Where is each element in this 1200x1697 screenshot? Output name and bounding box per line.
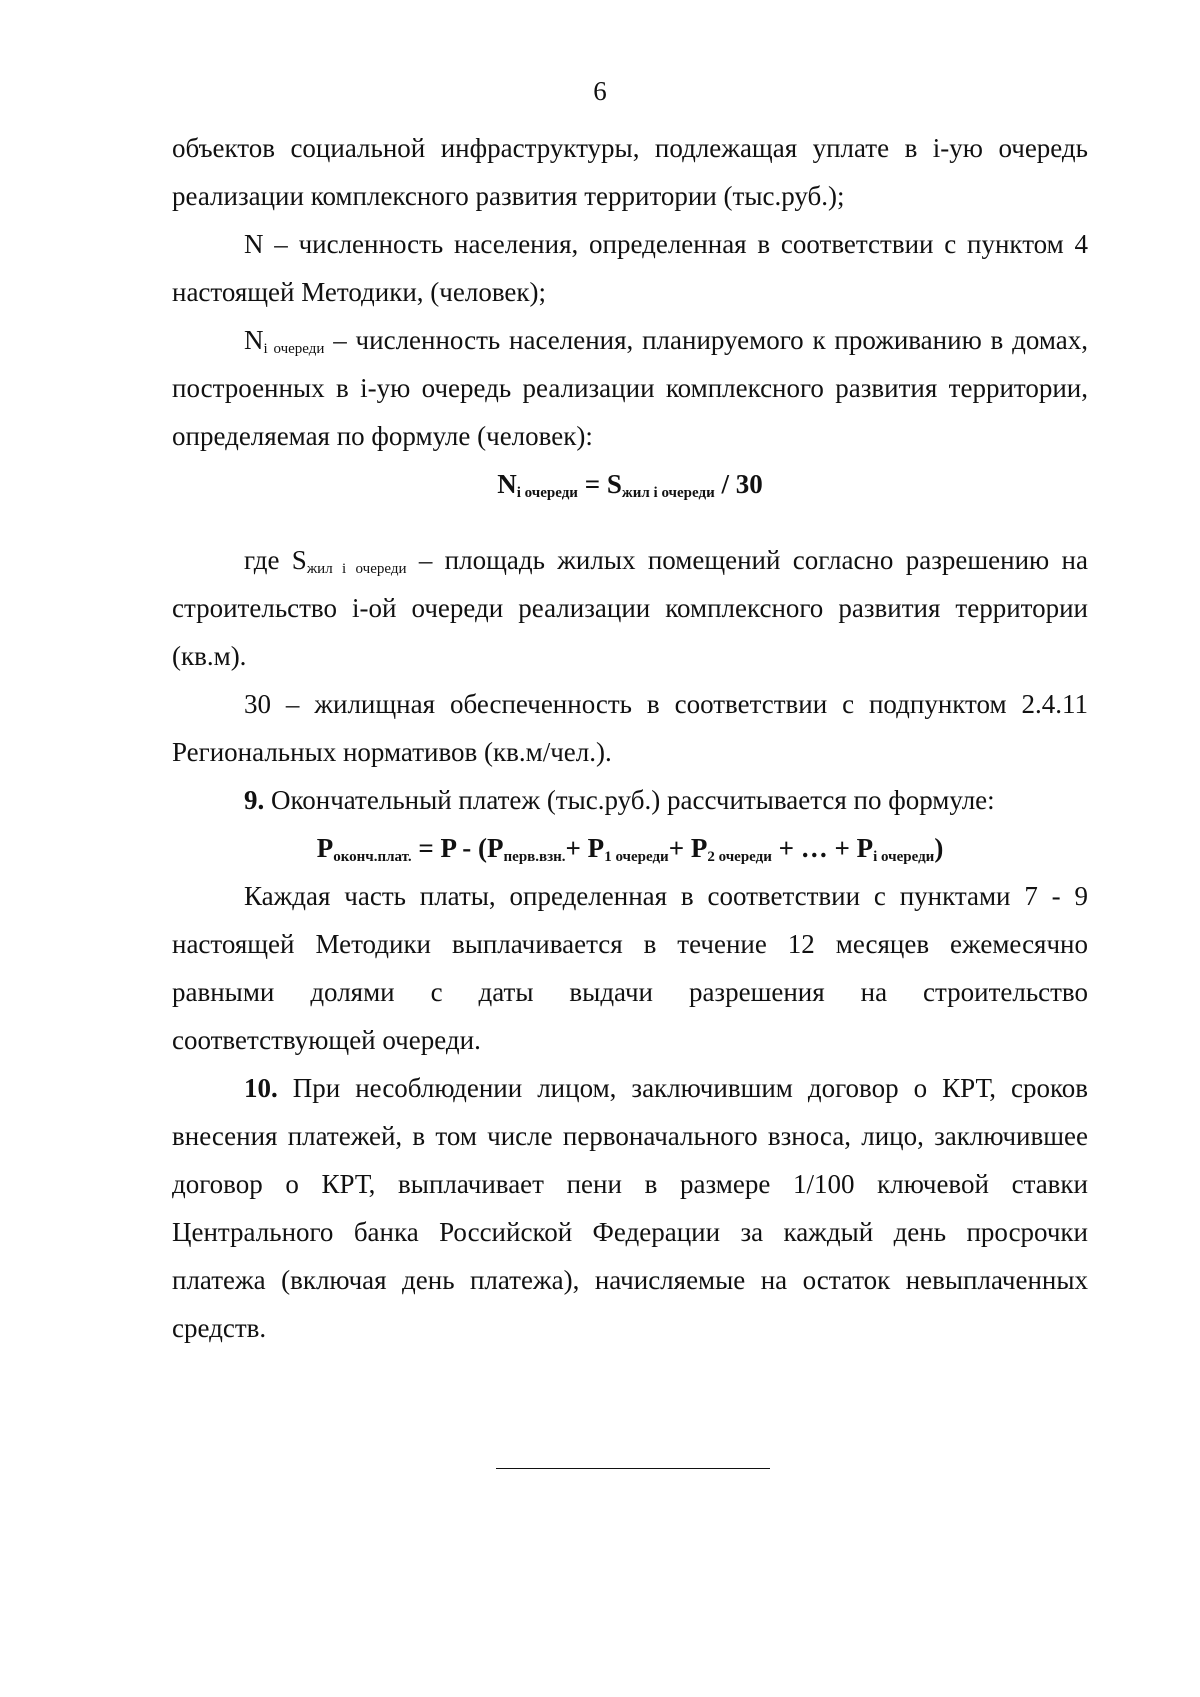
formula-plus1: + P (565, 833, 605, 863)
item-9-number: 9. (244, 785, 265, 815)
formula-ni (172, 460, 1088, 508)
formula-p-sub: оконч.плат. (333, 849, 412, 865)
document-body (172, 124, 1088, 1352)
paragraph-continuation: объектов социальной инфраструктуры, подлежащая уплате в i-ую очередь реализации комплексного развития территории (тыс.руб.); (172, 133, 1088, 211)
ni-symbol: N (244, 325, 264, 355)
formula-ni-eq: = S (577, 469, 622, 499)
ni-subscript: i очереди (263, 341, 325, 357)
paragraph-payment-schedule: Каждая часть платы, определенная в соответствии с пунктами 7 - 9 настоящей Методики выплачивается в течение 12 месяцев ежемесячно равными долями с даты выдачи разрешения на строительство соответствующей очереди. (172, 881, 1088, 1055)
formula-ni-rhs-sub: жил i очереди (621, 485, 715, 501)
paragraph-30-definition: 30 – жилищная обеспеченность в соответствии с подпунктом 2.4.11 Региональных нормативов (кв.м/чел.). (172, 689, 1088, 767)
formula-final-payment (172, 824, 1088, 872)
paragraph-item-10 (172, 1064, 1088, 1352)
formula-q2-sub: 2 очереди (707, 849, 772, 865)
formula-close: ) (934, 833, 944, 863)
s-text: – площадь жилых помещений согласно разрешению на строительство i-ой очереди реализации комплексного развития территории (кв.м). (172, 545, 1088, 671)
ni-text: – численность населения, планируемого к проживанию в домах, построенных в i-ую очередь реализации комплексного развития территории, определяемая по формуле (человек): (172, 325, 1088, 451)
formula-dots: + … + P (771, 833, 874, 863)
formula-q1-sub: 1 очереди (604, 849, 669, 865)
formula-qi-sub: i очереди (873, 849, 935, 865)
paragraph-item-9 (172, 776, 1088, 824)
formula-p: P (316, 833, 334, 863)
formula-ni-lhs: N (497, 469, 517, 499)
paragraph-n-definition: N – численность населения, определенная в соответствии с пунктом 4 настоящей Методики, (человек); (172, 229, 1088, 307)
paragraph-s-definition (172, 536, 1088, 680)
formula-perv-sub: перв.взн. (503, 849, 566, 865)
formula-mid: = P - (P (411, 833, 504, 863)
formula-plus2: + P (668, 833, 708, 863)
item-10-number: 10. (244, 1073, 278, 1103)
formula-ni-tail: / 30 (714, 469, 763, 499)
end-of-document-rule (496, 1468, 770, 1469)
paragraph-ni-definition (172, 316, 1088, 460)
page-number: 6 (593, 76, 607, 106)
s-prefix: где S (244, 545, 307, 575)
formula-ni-lhs-sub: i очереди (516, 485, 578, 501)
item-10-text: При несоблюдении лицом, заключившим договор о КРТ, сроков внесения платежей, в том числе первоначального взноса, лицо, заключившее договор о КРТ, выплачивает пени в размере 1/100 ключевой ставки Центрального банка Российской Федерации за каждый день просрочки платежа (включая день платежа), начисляемые на остаток невыплаченных средств. (172, 1073, 1088, 1343)
s-subscript: жил i очереди (306, 561, 407, 577)
item-9-text: Окончательный платеж (тыс.руб.) рассчитывается по формуле: (264, 785, 995, 815)
